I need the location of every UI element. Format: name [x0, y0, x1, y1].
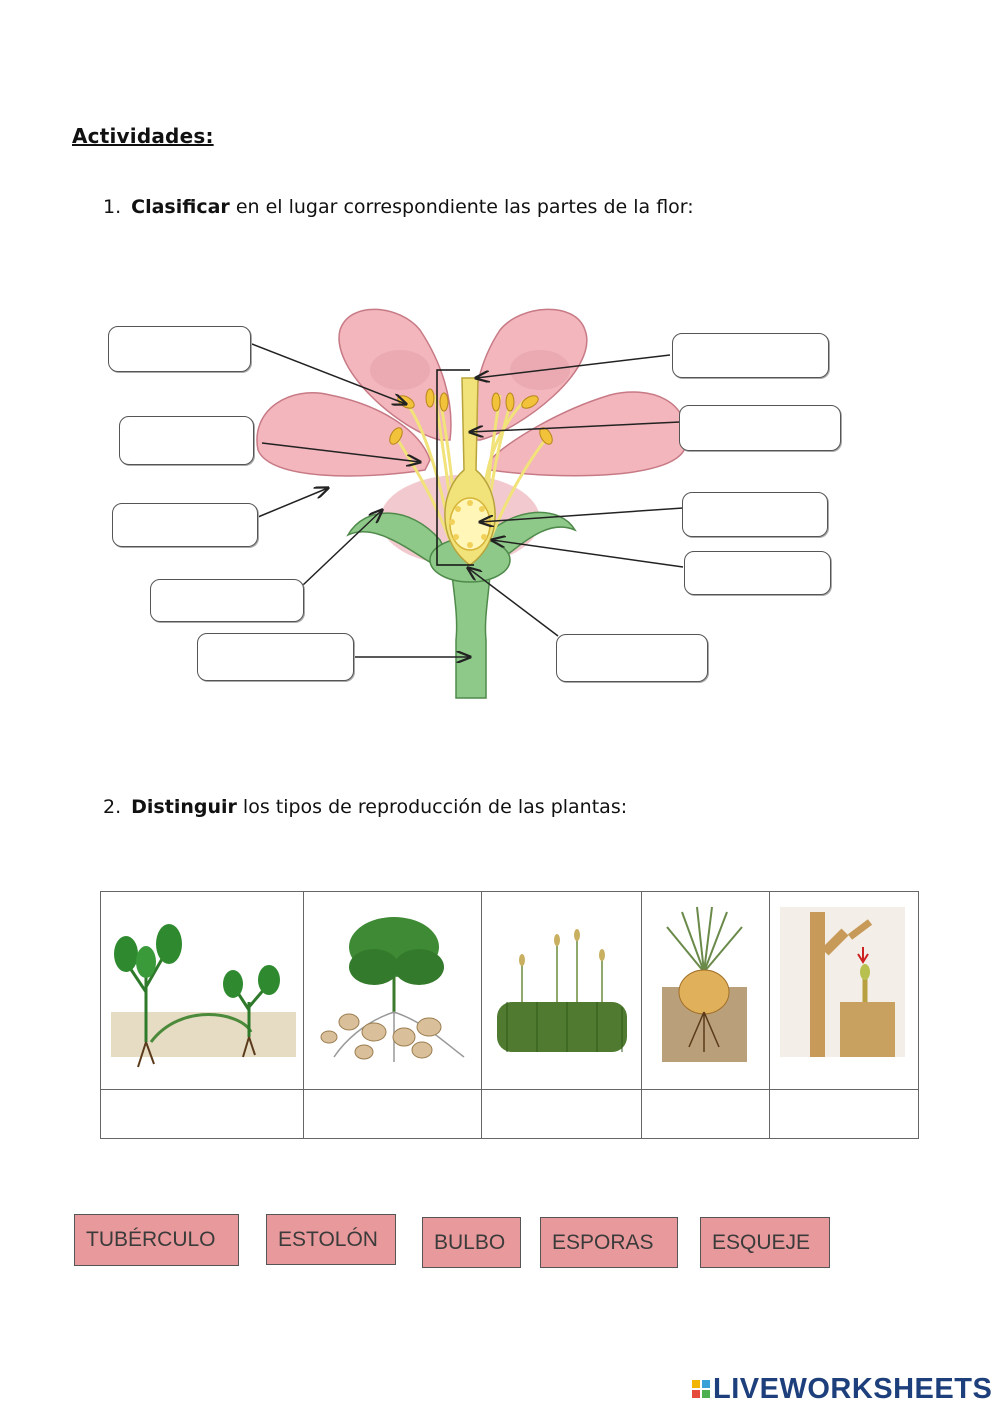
flower-answer-box[interactable]	[119, 416, 254, 465]
flower-answer-box[interactable]	[556, 634, 708, 682]
table-answer-cell[interactable]	[101, 1090, 304, 1139]
chip-estolon[interactable]: ESTOLÓN	[266, 1214, 396, 1265]
activities-heading: Actividades:	[72, 124, 214, 148]
brand-name: LIVEWORKSHEETS	[713, 1372, 993, 1405]
image-row	[101, 892, 919, 1090]
flower-answer-box[interactable]	[672, 333, 829, 378]
chip-esqueje[interactable]: ESQUEJE	[700, 1217, 830, 1268]
potato-tuber-image	[304, 892, 482, 1090]
question-1	[103, 196, 694, 218]
cutting-esqueje-image	[770, 892, 919, 1090]
flower-answer-box[interactable]	[108, 326, 251, 372]
onion-bulb-image	[642, 892, 770, 1090]
flower-answer-box[interactable]	[684, 551, 831, 595]
table-answer-cell[interactable]	[642, 1090, 770, 1139]
chip-tuberculo[interactable]: TUBÉRCULO	[74, 1214, 239, 1266]
question-2	[103, 796, 627, 818]
flower-answer-box[interactable]	[682, 492, 828, 537]
table-answer-cell[interactable]	[482, 1090, 642, 1139]
table-answer-cell[interactable]	[770, 1090, 919, 1139]
table-answer-cell[interactable]	[304, 1090, 482, 1139]
chip-bulbo[interactable]: BULBO	[422, 1217, 521, 1268]
question-1-verb: Clasificar	[131, 196, 230, 218]
question-1-number: 1.	[103, 196, 122, 218]
question-1-text: en el lugar correspondiente las partes de la flor:	[235, 196, 694, 218]
chip-esporas[interactable]: ESPORAS	[540, 1217, 678, 1268]
question-2-text: los tipos de reproducción de las plantas:	[242, 796, 628, 818]
liveworksheets-brand	[692, 1369, 992, 1409]
flower-answer-box[interactable]	[679, 405, 841, 451]
flower-answer-box[interactable]	[112, 503, 258, 547]
stem	[452, 575, 490, 698]
liveworksheets-logo-icon	[692, 1380, 710, 1398]
strawberry-stolon-image	[101, 892, 304, 1090]
flower-answer-box[interactable]	[150, 579, 304, 622]
question-2-number: 2.	[103, 796, 122, 818]
moss-spores-image	[482, 892, 642, 1090]
flower-answer-box[interactable]	[197, 633, 354, 681]
answer-row	[101, 1090, 919, 1139]
reproduction-table	[100, 891, 919, 1139]
question-2-verb: Distinguir	[131, 796, 237, 818]
